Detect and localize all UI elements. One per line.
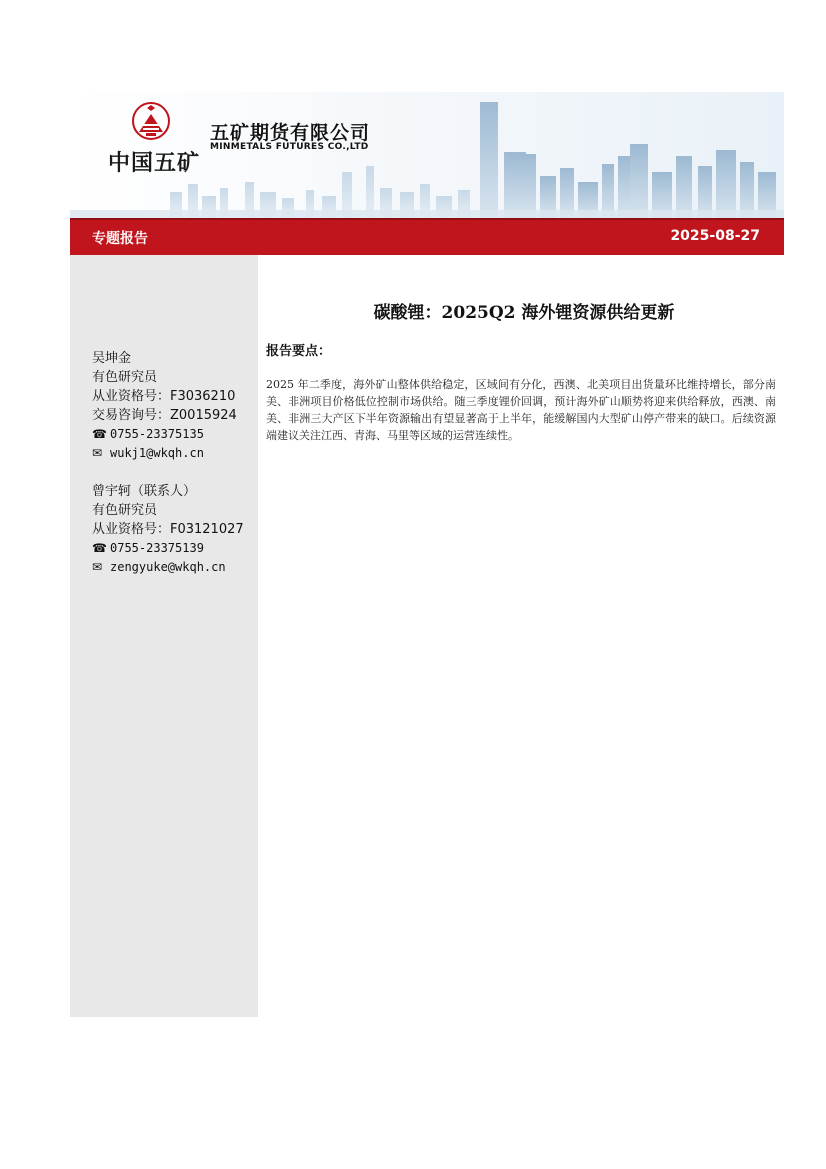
analyst-name: 吴坤金 <box>92 351 132 366</box>
analyst-role: 有色研究员 <box>92 503 158 518</box>
analyst-phone-number: 0755-23375139 <box>110 541 204 555</box>
analyst-card <box>92 482 244 577</box>
email-icon: ✉ <box>92 446 103 460</box>
minmetals-logo-icon <box>132 102 170 140</box>
phone-icon: ☎ <box>92 541 107 555</box>
analyst-name: 曾宇轲（联系人） <box>92 484 197 499</box>
report-date: 2025-08-27 <box>670 228 760 244</box>
analyst-email <box>92 558 244 577</box>
analyst-phone <box>92 425 237 444</box>
analyst-license: 从业资格号：F3036210 <box>92 389 236 404</box>
analyst-email-address[interactable]: wukj1@wkqh.cn <box>110 446 204 460</box>
analyst-card <box>92 349 237 463</box>
analyst-license: 从业资格号：F03121027 <box>92 522 244 537</box>
phone-icon: ☎ <box>92 427 107 441</box>
email-icon: ✉ <box>92 560 103 574</box>
analyst-phone-number: 0755-23375135 <box>110 427 204 441</box>
report-title: 碳酸锂：2025Q2 海外锂资源供给更新 <box>373 303 675 323</box>
company-name-en: MINMETALS FUTURES CO.,LTD <box>210 142 369 152</box>
analyst-consult-number: 交易咨询号：Z0015924 <box>92 408 237 423</box>
analyst-email-address[interactable]: zengyuke@wkqh.cn <box>110 560 226 574</box>
analyst-email <box>92 444 237 463</box>
brand-name-cn: 中国五矿 <box>108 151 201 176</box>
report-header <box>70 92 784 218</box>
company-name-cn: 五矿期货有限公司 <box>210 122 371 144</box>
report-type-label: 专题报告 <box>92 231 148 247</box>
report-type-bar <box>70 218 784 255</box>
key-points-heading: 报告要点： <box>266 344 332 359</box>
analyst-role: 有色研究员 <box>92 370 158 385</box>
key-points-summary: 2025 年二季度，海外矿山整体供给稳定，区域间有分化，西澳、北美项目出货量环比维持增长，部分南美、非洲项目价格低位控制市场供给。随三季度锂价回调，预计海外矿山顺势将迎来供给释放，西澳、南美、非洲三大产区下半年资源输出有望显著高于上半年，能缓解国内大型矿山停产带来的缺口。后续资源端建议关注江西、青海、马里等区域的运营连续性。 <box>266 378 776 442</box>
analyst-phone <box>92 539 244 558</box>
analyst-sidebar <box>70 255 258 1017</box>
